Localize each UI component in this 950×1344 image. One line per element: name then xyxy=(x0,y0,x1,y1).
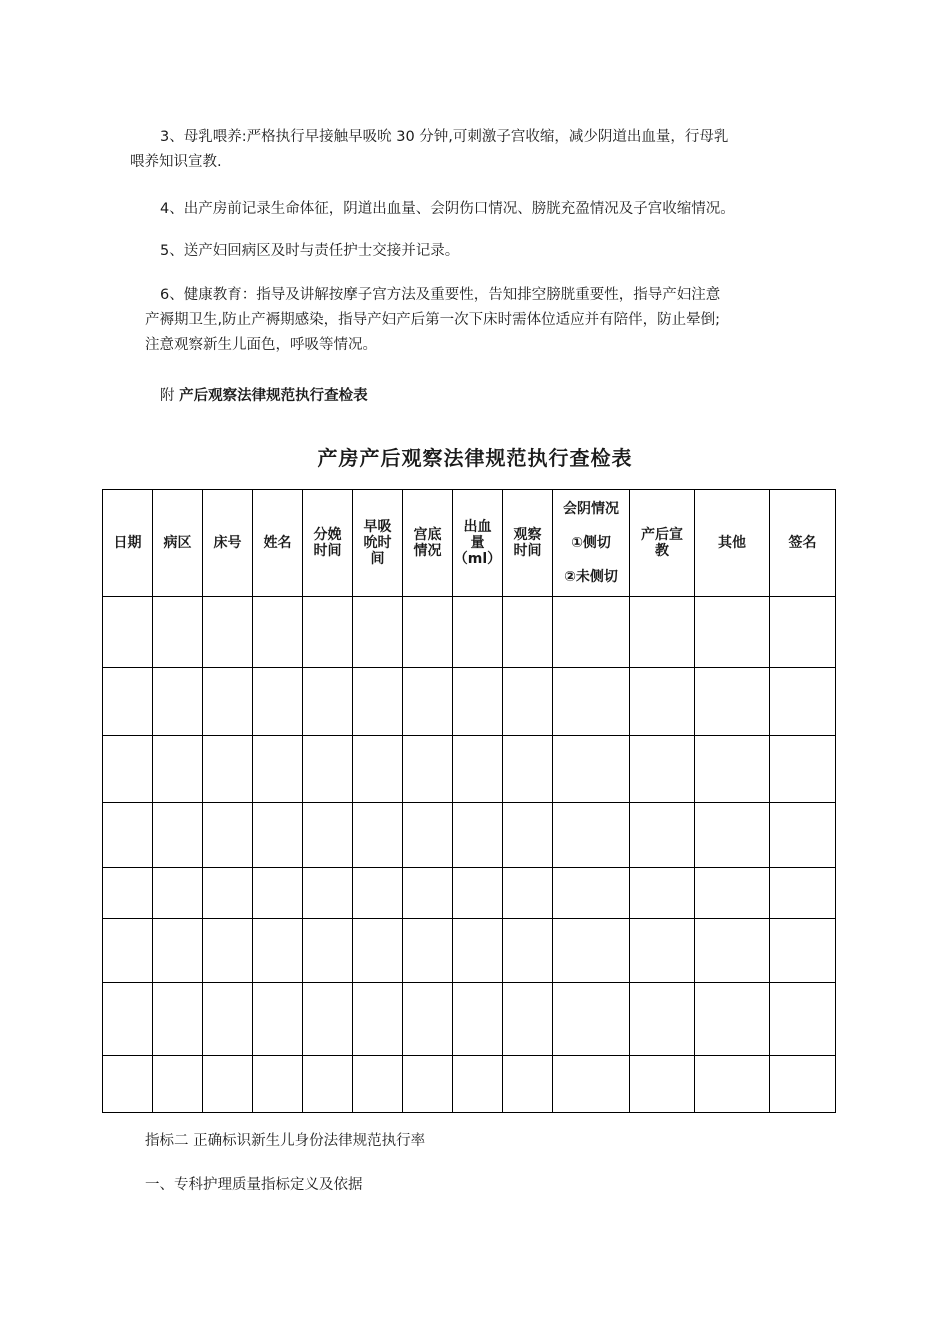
column-header-line: 会阴情况 xyxy=(563,501,619,517)
table-cell[interactable] xyxy=(453,868,503,919)
table-cell[interactable] xyxy=(153,868,203,919)
column-header xyxy=(103,490,153,597)
column-header xyxy=(353,490,403,597)
column-header-line: 分娩 xyxy=(313,527,342,543)
table-cell[interactable] xyxy=(103,597,153,668)
table-cell[interactable] xyxy=(770,668,836,736)
column-header xyxy=(153,490,203,597)
table-row xyxy=(103,597,836,668)
table-cell[interactable] xyxy=(453,736,503,803)
table-cell[interactable] xyxy=(253,668,303,736)
column-header-line: 情况 xyxy=(413,543,442,559)
indicator-heading: 指标二 正确标识新生儿身份法律规范执行率 xyxy=(145,1133,426,1149)
table-cell[interactable] xyxy=(353,597,403,668)
column-header xyxy=(553,490,630,597)
column-header-line: ①侧切 xyxy=(571,535,611,551)
table-cell[interactable] xyxy=(253,736,303,803)
table-cell[interactable] xyxy=(203,1056,253,1113)
table-cell[interactable] xyxy=(253,868,303,919)
table-cell[interactable] xyxy=(103,919,153,983)
table-cell[interactable] xyxy=(553,1056,630,1113)
table-cell[interactable] xyxy=(630,1056,695,1113)
table-cell[interactable] xyxy=(770,597,836,668)
table-cell[interactable] xyxy=(503,1056,553,1113)
table-cell[interactable] xyxy=(353,919,403,983)
table-cell[interactable] xyxy=(553,868,630,919)
table-cell[interactable] xyxy=(695,1056,770,1113)
paragraph-6-line-2: 产褥期卫生,防止产褥期感染，指导产妇产后第一次下床时需体位适应并有陪伴，防止晕倒; xyxy=(145,312,720,328)
table-cell[interactable] xyxy=(770,983,836,1056)
paragraph-5: 5、送产妇回病区及时与责任护士交接并记录。 xyxy=(160,243,460,259)
table-cell[interactable] xyxy=(303,597,353,668)
table-row xyxy=(103,736,836,803)
table-header-row xyxy=(103,490,836,597)
table-cell[interactable] xyxy=(103,868,153,919)
paragraph-6-line-3: 注意观察新生儿面色，呼吸等情况。 xyxy=(145,337,377,353)
column-header-line: 观察 xyxy=(513,527,542,543)
table-cell[interactable] xyxy=(453,1056,503,1113)
column-header xyxy=(453,490,503,597)
table-cell[interactable] xyxy=(153,668,203,736)
table-cell[interactable] xyxy=(503,919,553,983)
table-cell[interactable] xyxy=(253,1056,303,1113)
column-header-line: 间 xyxy=(370,551,385,567)
section-heading: 一、专科护理质量指标定义及依据 xyxy=(145,1177,363,1193)
table-cell[interactable] xyxy=(695,668,770,736)
table-cell[interactable] xyxy=(770,736,836,803)
column-header-line: 姓名 xyxy=(263,535,292,551)
table-cell[interactable] xyxy=(403,668,453,736)
table-cell[interactable] xyxy=(553,803,630,868)
column-header xyxy=(503,490,553,597)
table-cell[interactable] xyxy=(203,668,253,736)
table-cell[interactable] xyxy=(630,736,695,803)
table-cell[interactable] xyxy=(403,919,453,983)
column-header xyxy=(403,490,453,597)
table-cell[interactable] xyxy=(770,868,836,919)
table-cell[interactable] xyxy=(103,1056,153,1113)
column-header xyxy=(770,490,836,597)
column-header-line: 早吸 xyxy=(363,519,392,535)
column-header-line: 签名 xyxy=(788,535,817,551)
paragraph-4: 4、出产房前记录生命体征，阴道出血量、会阴伤口情况、膀胱充盈情况及子宫收缩情况。 xyxy=(160,201,735,217)
column-header-line: 时间 xyxy=(513,543,542,559)
table-title: 产房产后观察法律规范执行查检表 xyxy=(317,446,633,470)
table-cell[interactable] xyxy=(453,668,503,736)
table-cell[interactable] xyxy=(503,803,553,868)
table-cell[interactable] xyxy=(453,597,503,668)
table-cell[interactable] xyxy=(303,736,353,803)
table-cell[interactable] xyxy=(695,803,770,868)
table-cell[interactable] xyxy=(353,983,403,1056)
paragraph-3-line-2: 喂养知识宣教. xyxy=(130,154,222,170)
column-header-line: 日期 xyxy=(113,535,142,551)
table-cell[interactable] xyxy=(553,736,630,803)
table-cell[interactable] xyxy=(503,868,553,919)
table-cell[interactable] xyxy=(303,668,353,736)
table-cell[interactable] xyxy=(453,983,503,1056)
table-cell[interactable] xyxy=(303,983,353,1056)
table-cell[interactable] xyxy=(103,803,153,868)
column-header-line: 其他 xyxy=(718,535,746,551)
table-row xyxy=(103,668,836,736)
table-cell[interactable] xyxy=(630,803,695,868)
column-header-line: 量 xyxy=(470,535,485,551)
column-header xyxy=(203,490,253,597)
column-header-line: 教 xyxy=(655,543,669,559)
table-cell[interactable] xyxy=(503,736,553,803)
table-cell[interactable] xyxy=(353,868,403,919)
table-cell[interactable] xyxy=(553,983,630,1056)
table-cell[interactable] xyxy=(695,736,770,803)
table-cell[interactable] xyxy=(630,668,695,736)
table-cell[interactable] xyxy=(695,919,770,983)
table-cell[interactable] xyxy=(403,803,453,868)
table-cell[interactable] xyxy=(203,803,253,868)
table-cell[interactable] xyxy=(695,597,770,668)
column-header-line: ②未侧切 xyxy=(564,569,618,585)
column-header-line: 时间 xyxy=(313,543,342,559)
table-cell[interactable] xyxy=(553,668,630,736)
table-row xyxy=(103,1056,836,1113)
paragraph-3-line-1: 3、母乳喂养:严格执行早接触早吸吮 30 分钟,可刺激子宫收缩，减少阴道出血量，行母乳 xyxy=(160,129,729,145)
table-cell[interactable] xyxy=(253,597,303,668)
table-cell[interactable] xyxy=(203,597,253,668)
table-cell[interactable] xyxy=(695,868,770,919)
table-cell[interactable] xyxy=(630,919,695,983)
table-row xyxy=(103,803,836,868)
table-cell[interactable] xyxy=(303,803,353,868)
table-cell[interactable] xyxy=(353,736,403,803)
column-header xyxy=(253,490,303,597)
attachment-line xyxy=(145,384,825,409)
table-cell[interactable] xyxy=(403,868,453,919)
table-cell[interactable] xyxy=(203,736,253,803)
table-cell[interactable] xyxy=(630,868,695,919)
table-row xyxy=(103,868,836,919)
column-header xyxy=(695,490,770,597)
table-cell[interactable] xyxy=(403,1056,453,1113)
column-header-line: 吮时 xyxy=(363,535,392,551)
table-cell[interactable] xyxy=(153,803,203,868)
column-header xyxy=(630,490,695,597)
paragraph-6-line-1: 6、健康教育：指导及讲解按摩子宫方法及重要性，告知排空膀胱重要性，指导产妇注意 xyxy=(160,287,721,303)
table-body xyxy=(103,597,836,1113)
table-cell[interactable] xyxy=(553,597,630,668)
table-cell[interactable] xyxy=(253,803,303,868)
table-cell[interactable] xyxy=(453,803,503,868)
table-cell[interactable] xyxy=(503,668,553,736)
table-cell[interactable] xyxy=(353,1056,403,1113)
attachment-prefix: 附 xyxy=(160,388,180,404)
table-cell[interactable] xyxy=(103,736,153,803)
column-header-line: 宫底 xyxy=(413,527,442,543)
table-cell[interactable] xyxy=(153,1056,203,1113)
table-cell[interactable] xyxy=(403,736,453,803)
column-header-line: 出血 xyxy=(463,519,492,535)
table-cell[interactable] xyxy=(630,983,695,1056)
table-cell[interactable] xyxy=(553,919,630,983)
table-cell[interactable] xyxy=(770,919,836,983)
table-cell[interactable] xyxy=(103,983,153,1056)
table-cell[interactable] xyxy=(253,983,303,1056)
table-cell[interactable] xyxy=(353,668,403,736)
table-cell[interactable] xyxy=(203,983,253,1056)
table-cell[interactable] xyxy=(153,597,203,668)
column-header-line: 病区 xyxy=(163,535,192,551)
table-cell[interactable] xyxy=(503,597,553,668)
table-cell[interactable] xyxy=(153,919,203,983)
table-cell[interactable] xyxy=(453,919,503,983)
paragraph-3 xyxy=(130,125,825,175)
table-cell[interactable] xyxy=(403,983,453,1056)
table-cell[interactable] xyxy=(303,1056,353,1113)
table-cell[interactable] xyxy=(303,919,353,983)
table-cell[interactable] xyxy=(153,983,203,1056)
table-cell[interactable] xyxy=(353,803,403,868)
table-cell[interactable] xyxy=(303,868,353,919)
table-row xyxy=(103,983,836,1056)
table-cell[interactable] xyxy=(103,668,153,736)
table-row xyxy=(103,919,836,983)
table-cell[interactable] xyxy=(630,597,695,668)
table-cell[interactable] xyxy=(153,736,203,803)
column-header-line: 床号 xyxy=(213,535,242,551)
table-cell[interactable] xyxy=(403,597,453,668)
table-cell[interactable] xyxy=(770,803,836,868)
table-cell[interactable] xyxy=(770,1056,836,1113)
column-header-line: （ml） xyxy=(453,551,502,567)
paragraph-6 xyxy=(145,283,825,358)
table-cell[interactable] xyxy=(695,983,770,1056)
column-header xyxy=(303,490,353,597)
attachment-title: 产后观察法律规范执行查检表 xyxy=(179,388,368,404)
table-cell[interactable] xyxy=(253,919,303,983)
column-header-line: 产后宣 xyxy=(641,527,683,543)
table-cell[interactable] xyxy=(203,919,253,983)
checklist-table xyxy=(102,489,836,1113)
table-cell[interactable] xyxy=(503,983,553,1056)
table-cell[interactable] xyxy=(203,868,253,919)
